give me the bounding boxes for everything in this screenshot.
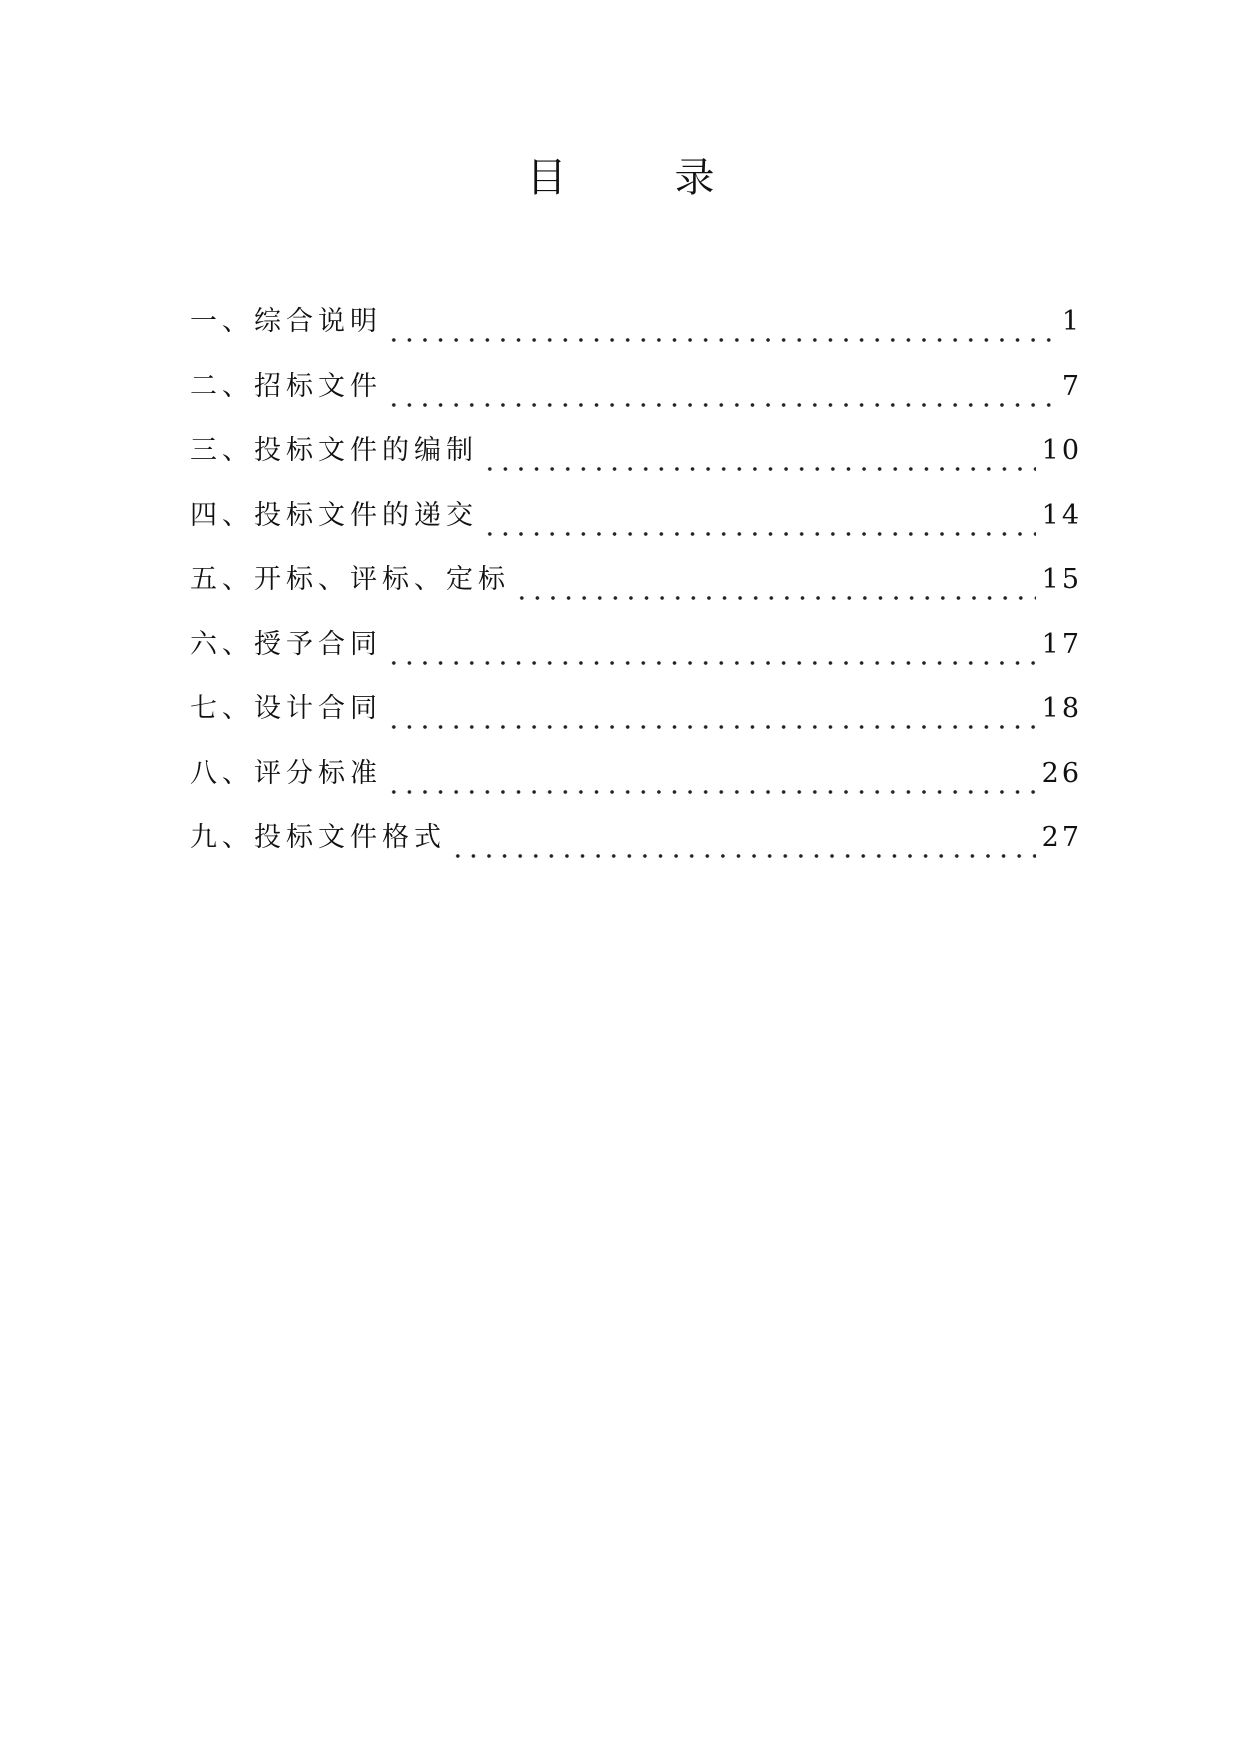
- toc-dot-leader: [386, 337, 1056, 343]
- toc-dot-leader: [386, 724, 1036, 730]
- toc-entry-label: 五、开标、评标、定标: [190, 564, 510, 595]
- toc-entry-9[interactable]: [190, 814, 1082, 879]
- toc-dot-leader: [386, 660, 1036, 666]
- toc-entry-6[interactable]: [190, 621, 1082, 686]
- toc-entry-4[interactable]: [190, 492, 1082, 557]
- page-title: 目 录: [526, 155, 749, 201]
- toc-entry-5[interactable]: [190, 556, 1082, 621]
- toc-page-number: 10: [1041, 435, 1082, 466]
- toc-page-number: 15: [1041, 564, 1082, 595]
- toc-entry-8[interactable]: [190, 750, 1082, 815]
- toc-entry-2[interactable]: [190, 363, 1082, 428]
- toc-entry-label: 七、设计合同: [190, 693, 382, 724]
- toc-dot-leader: [386, 402, 1056, 408]
- toc-entry-label: 六、授予合同: [190, 628, 382, 660]
- toc-page-number: 27: [1041, 822, 1082, 853]
- toc-entry-label: 二、招标文件: [190, 370, 382, 402]
- toc-dot-leader: [450, 853, 1036, 859]
- toc-entry-1[interactable]: [190, 298, 1082, 363]
- toc-entry-label: 一、综合说明: [190, 306, 382, 337]
- toc-dot-leader: [482, 466, 1036, 472]
- toc-entry-label: 九、投标文件格式: [190, 822, 446, 853]
- toc-entry-label: 四、投标文件的递交: [190, 499, 478, 531]
- toc-page-number: 17: [1041, 628, 1082, 660]
- toc-dot-leader: [514, 595, 1036, 601]
- toc-entry-label: 三、投标文件的编制: [190, 435, 478, 466]
- toc-page-number: 7: [1061, 370, 1082, 402]
- toc-entry-7[interactable]: [190, 685, 1082, 750]
- toc-page-number: 14: [1041, 499, 1082, 531]
- toc-page-number: 18: [1041, 693, 1082, 724]
- toc-page-number: 26: [1041, 757, 1082, 789]
- table-of-contents: [190, 298, 1082, 879]
- toc-dot-leader: [386, 789, 1036, 795]
- toc-page-number: 1: [1061, 306, 1082, 337]
- toc-entry-3[interactable]: [190, 427, 1082, 492]
- toc-entry-label: 八、评分标准: [190, 757, 382, 789]
- toc-dot-leader: [482, 531, 1036, 537]
